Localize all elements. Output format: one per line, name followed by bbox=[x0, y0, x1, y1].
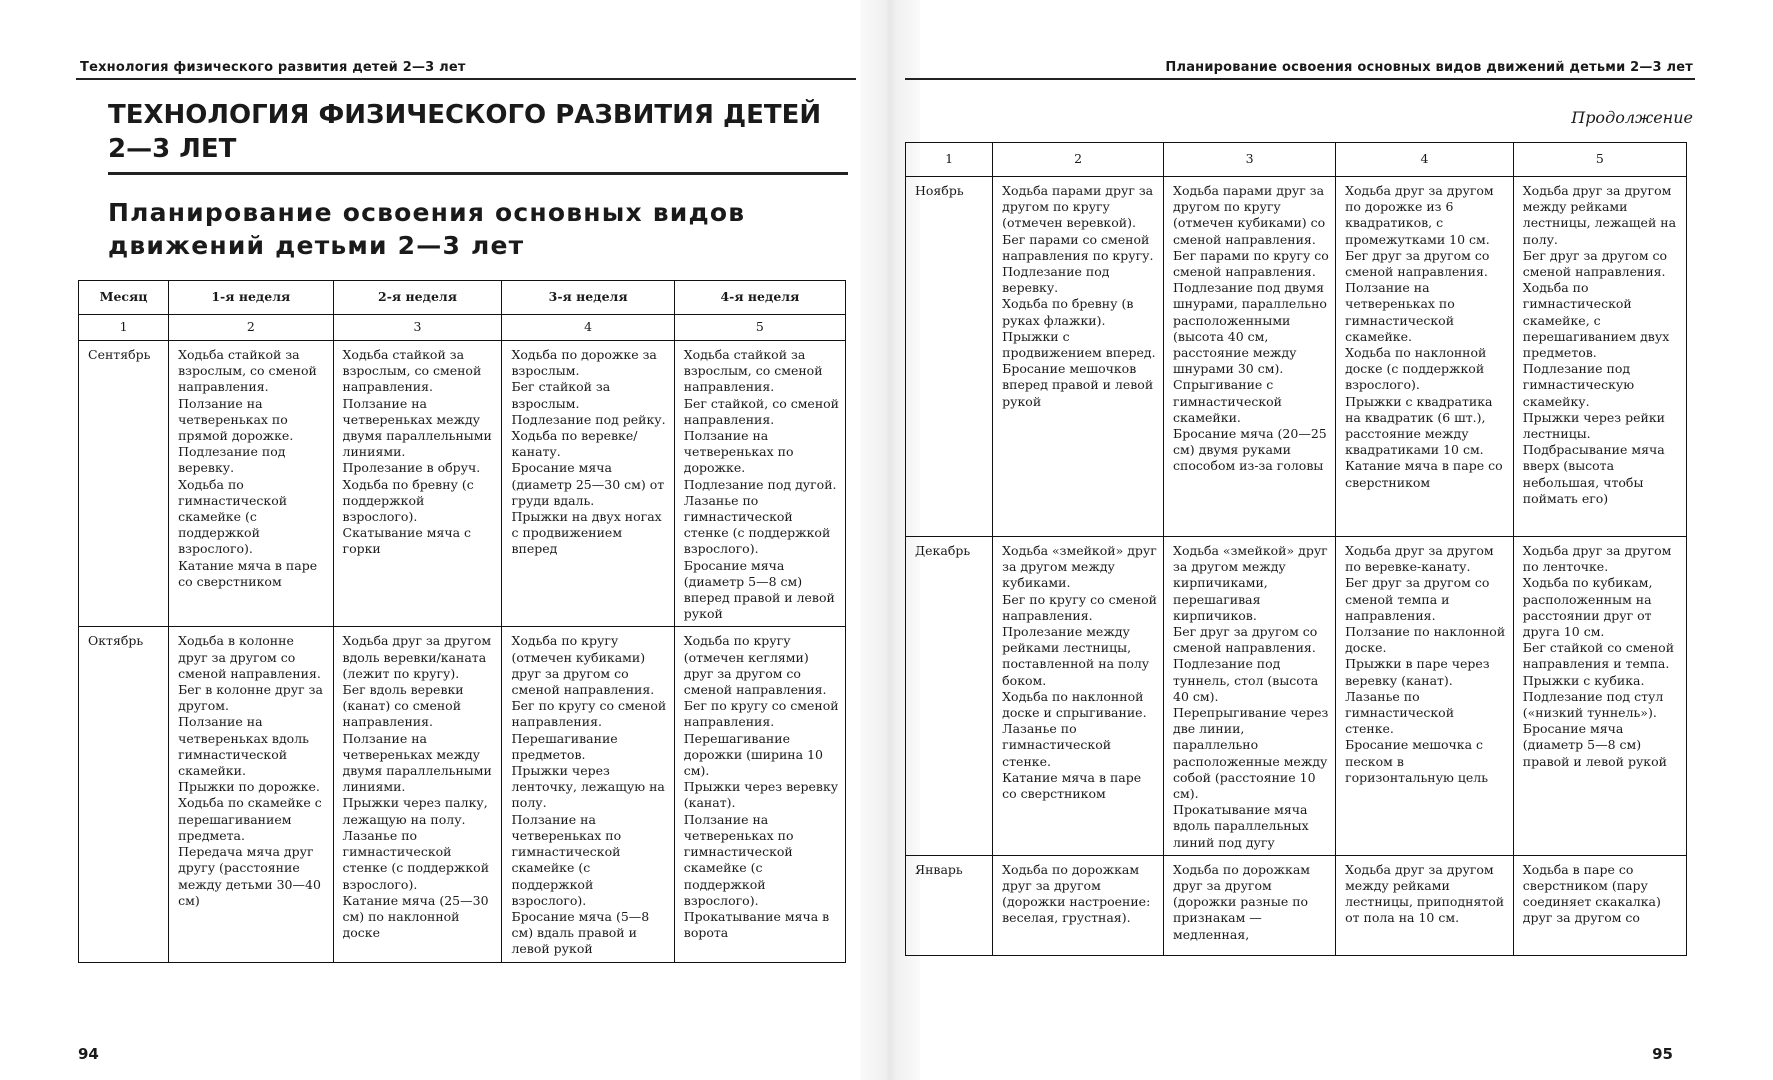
activity-cell bbox=[1513, 855, 1686, 955]
activity-line: Ходьба «змейкой» друг за другом между кирпичиками, перешагивая кирпичиков. bbox=[1173, 543, 1328, 623]
activity-line: Прыжки с кубика. bbox=[1522, 672, 1645, 688]
activity-line: Бег по кругу со сменой направления. bbox=[683, 698, 839, 730]
activity-cell bbox=[169, 341, 333, 627]
running-head-rule bbox=[76, 78, 856, 80]
activity-line: Ползание на четвереньках по гимнастической скамейке (с поддержкой взрослого). bbox=[683, 811, 794, 908]
chapter-title: ТЕХНОЛОГИЯ ФИЗИЧЕСКОГО РАЗВИТИЯ ДЕТЕЙ 2—3 ЛЕТ bbox=[108, 100, 822, 164]
activity-line: Подлезание под веревку. bbox=[178, 444, 286, 476]
section-title: Планирование освоения основных видов движений детьми 2—3 лет bbox=[108, 198, 746, 260]
activity-line: Ползание на четвереньках между двумя параллельными линиями. bbox=[342, 730, 492, 795]
activity-line: Бег стайкой за взрослым. bbox=[511, 379, 611, 411]
activity-line: Катание мяча (25—30 см) по наклонной доске bbox=[342, 892, 489, 941]
activity-line: Бег парами со сменой направления по кругу. bbox=[1002, 231, 1154, 263]
activity-line: Прыжки через ленточку, лежащую на полу. bbox=[511, 763, 665, 811]
activity-line: Ходьба по гимнастической скамейке, с перешагиванием двух предметов. bbox=[1522, 280, 1670, 361]
activity-line: Ходьба по скамейке с перешагиванием предмета. bbox=[178, 795, 322, 843]
activity-line: Прокатывание мяча вдоль параллельных линий под дугу bbox=[1173, 802, 1309, 850]
activity-line: Прокатывание мяча в ворота bbox=[683, 908, 830, 941]
activity-line: Прыжки через палку, лежащую на полу. bbox=[342, 795, 488, 827]
activity-line: Лазанье по гимнастической стенке. bbox=[1345, 688, 1455, 737]
column-number: 1 bbox=[906, 143, 993, 177]
activity-line: Пролезание между рейками лестницы, поставленной на полу боком. bbox=[1002, 624, 1150, 688]
activity-line: Подлезание под туннель, стол (высота 40 см). bbox=[1173, 656, 1319, 704]
activity-line: Перепрыгивание через две линии, параллельно расположенные между собой (расстояние 10 см). bbox=[1173, 705, 1329, 802]
activity-line: Прыжки с продвижением вперед. bbox=[1002, 328, 1156, 361]
column-number: 4 bbox=[1336, 143, 1514, 177]
activity-line: Лазанье по гимнастической стенке. bbox=[1002, 721, 1112, 769]
activity-line: Лазанье по гимнастической стенке (с поддержкой взрослого). bbox=[683, 492, 831, 557]
activity-cell bbox=[1336, 537, 1514, 856]
activity-line: Ходьба в паре со сверстником (пару соединяет скакалка) друг за другом со bbox=[1522, 861, 1661, 926]
activity-line: Ходьба по наклонной доске и спрыгивание. bbox=[1002, 688, 1147, 721]
activity-cell bbox=[1164, 537, 1336, 856]
activity-line: Ходьба друг за другом по ленточке. bbox=[1522, 543, 1672, 575]
table-row-january bbox=[906, 855, 1687, 955]
activity-line: Прыжки в паре через веревку (канат). bbox=[1345, 656, 1490, 688]
right-page bbox=[905, 0, 1773, 1080]
column-number: 2 bbox=[993, 143, 1164, 177]
activity-cell bbox=[993, 537, 1164, 856]
activity-line: Ходьба друг за другом между рейками лестницы, приподнятой от пола на 10 см. bbox=[1345, 861, 1505, 926]
table-header-row bbox=[79, 281, 846, 315]
activity-line: Ползание на четвереньках по прямой дорожке. bbox=[178, 395, 294, 444]
table-number-row bbox=[79, 315, 846, 341]
activity-line: Бег по кругу со сменой направления. bbox=[1002, 591, 1157, 623]
activity-cell bbox=[1164, 177, 1336, 537]
activity-line: Катание мяча в паре со сверстником bbox=[1345, 458, 1503, 490]
activity-line: Ходьба по дорожке за взрослым. bbox=[511, 347, 657, 379]
month-cell: Сентябрь bbox=[79, 341, 169, 627]
month-cell: Январь bbox=[906, 855, 993, 955]
activity-line: Ходьба по наклонной доске (с поддержкой взрослого). bbox=[1345, 345, 1487, 393]
activity-line: Ходьба друг за другом по дорожке из 6 квадратиков, с промежутками 10 см. bbox=[1345, 183, 1494, 247]
activity-line: Бросание мяча (5—8 см) вдаль правой и левой рукой bbox=[511, 908, 650, 957]
activity-line: Катание мяча в паре со сверстником bbox=[1002, 769, 1142, 802]
month-cell: Октябрь bbox=[79, 627, 169, 962]
activity-line: Ходьба по кубикам, расположенным на расстоянии друг от друга 10 см. bbox=[1522, 575, 1653, 640]
month-cell: Ноябрь bbox=[906, 177, 993, 537]
activity-line: Ходьба парами друг за другом по кругу (отмечен веревкой). bbox=[1002, 183, 1154, 231]
activity-line: Ползание на четвереньках вдоль гимнастической скамейки. bbox=[178, 714, 309, 779]
activity-line: Ходьба друг за другом между рейками лестницы, лежащей на полу. bbox=[1522, 183, 1677, 247]
column-number: 2 bbox=[169, 315, 333, 341]
activity-line: Скатывание мяча с горки bbox=[342, 525, 472, 557]
activity-cell bbox=[502, 341, 674, 627]
column-number: 5 bbox=[1513, 143, 1686, 177]
activity-line: Перешагивание предметов. bbox=[511, 730, 618, 762]
activity-line: Бросание мяча (диаметр 25—30 см) от груди вдаль. bbox=[511, 460, 665, 508]
plan-table-right bbox=[905, 142, 1687, 956]
activity-line: Бег вдоль веревки (канат) со сменой направления. bbox=[342, 682, 464, 730]
activity-line: Ходьба по дорожкам друг за другом (дорожки разные по признакам — медленная, bbox=[1173, 861, 1310, 942]
header-week-2: 2-я неделя bbox=[333, 281, 502, 315]
header-month: Месяц bbox=[79, 281, 169, 315]
activity-line: Ползание на четвереньках по гимнастической скамейке (с поддержкой взрослого). bbox=[511, 811, 622, 908]
table-row-september bbox=[79, 341, 846, 627]
activity-line: Бросание мешочка с песком в горизонтальную цель bbox=[1345, 737, 1488, 785]
activity-line: Прыжки по дорожке. bbox=[178, 779, 320, 795]
activity-line: Подлезание под стул («низкий туннель»). bbox=[1522, 688, 1664, 721]
activity-cell bbox=[1164, 855, 1336, 955]
activity-cell bbox=[1336, 177, 1514, 537]
activity-line: Спрыгивание с гимнастической скамейки. bbox=[1173, 377, 1283, 425]
activity-line: Бег по кругу со сменой направления. bbox=[511, 698, 667, 730]
activity-line: Прыжки через веревку (канат). bbox=[683, 779, 839, 811]
chapter-title-rule bbox=[108, 172, 848, 175]
activity-line: Ходьба друг за другом вдоль веревки/каната (лежит по кругу). bbox=[342, 633, 492, 681]
activity-line: Бег друг за другом со сменой направления. bbox=[1522, 247, 1668, 280]
column-number: 1 bbox=[79, 315, 169, 341]
activity-line: Ходьба по веревке/канату. bbox=[511, 428, 638, 460]
activity-line: Ходьба по бревну (с поддержкой взрослого). bbox=[342, 476, 474, 525]
activity-cell bbox=[1336, 855, 1514, 955]
plan-table-left bbox=[78, 280, 846, 963]
activity-line: Ходьба по кругу (отмечен кеглями) друг за другом со сменой направления. bbox=[683, 633, 827, 698]
activity-line: Ходьба парами друг за другом по кругу (отмечен кубиками) со сменой направления. bbox=[1173, 183, 1326, 247]
column-number: 5 bbox=[674, 315, 845, 341]
column-number: 3 bbox=[1164, 143, 1336, 177]
month-cell: Декабрь bbox=[906, 537, 993, 856]
activity-line: Подлезание под веревку. bbox=[1002, 264, 1110, 296]
activity-line: Бег друг за другом со сменой направления. bbox=[1173, 624, 1318, 656]
activity-line: Бег друг за другом со сменой направления. bbox=[1345, 247, 1490, 280]
activity-line: Пролезание в обруч. bbox=[342, 460, 481, 476]
header-week-4: 4-я неделя bbox=[674, 281, 845, 315]
activity-line: Катание мяча в паре со сверстником bbox=[178, 557, 318, 589]
activity-line: Ползание на четвереньках между двумя параллельными линиями. bbox=[342, 395, 492, 460]
table-row-november bbox=[906, 177, 1687, 537]
activity-line: Бег стайкой со сменой направления и темпа. bbox=[1522, 640, 1675, 672]
activity-line: Ходьба по кругу (отмечен кубиками) друг за другом со сменой направления. bbox=[511, 633, 655, 698]
activity-line: Прыжки на двух ногах с продвижением вперед bbox=[511, 509, 662, 557]
activity-line: Прыжки с квадратика на квадратик (6 шт.), расстояние между квадратиками 10 см. bbox=[1345, 393, 1493, 458]
activity-cell bbox=[993, 855, 1164, 955]
activity-line: Ходьба в колонне друг за другом со сменой направления. bbox=[178, 633, 321, 681]
activity-cell bbox=[993, 177, 1164, 537]
page-number: 94 bbox=[78, 1045, 99, 1063]
activity-line: Перешагивание дорожки (ширина 10 см). bbox=[683, 730, 823, 779]
activity-line: Ходьба по бревну (в руках флажки). bbox=[1002, 296, 1134, 328]
activity-line: Бросание мешочков вперед правой и левой рукой bbox=[1002, 361, 1154, 409]
activity-cell bbox=[333, 627, 502, 962]
activity-line: Ходьба по дорожкам друг за другом (дорожки настроение: веселая, грустная). bbox=[1002, 861, 1151, 926]
header-week-1: 1-я неделя bbox=[169, 281, 333, 315]
activity-line: Ползание на четвереньках по гимнастической скамейке. bbox=[1345, 280, 1455, 344]
activity-cell bbox=[1513, 537, 1686, 856]
running-head: Технология физического развития детей 2—3 лет bbox=[80, 60, 466, 75]
header-week-3: 3-я неделя bbox=[502, 281, 674, 315]
page-number: 95 bbox=[1652, 1045, 1673, 1063]
running-head-rule bbox=[905, 78, 1695, 80]
table-row-december bbox=[906, 537, 1687, 856]
activity-cell bbox=[169, 627, 333, 962]
activity-line: Передача мяча друг другу (расстояние между детьми 30—40 см) bbox=[178, 844, 321, 908]
activity-line: Ползание на четвереньках по дорожке. bbox=[683, 428, 794, 476]
column-number: 3 bbox=[333, 315, 502, 341]
activity-line: Подбрасывание мяча вверх (высота небольшая, чтобы поймать его) bbox=[1522, 442, 1665, 506]
activity-line: Подлезание под двумя шнурами, параллельно расположенными (высота 40 см, расстояние между шнурами 30 см). bbox=[1173, 280, 1327, 377]
activity-line: Бег стайкой, со сменой направления. bbox=[683, 395, 840, 427]
activity-cell bbox=[502, 627, 674, 962]
column-number: 4 bbox=[502, 315, 674, 341]
activity-line: Прыжки через рейки лестницы. bbox=[1522, 409, 1665, 442]
activity-line: Ходьба стайкой за взрослым, со сменой направления. bbox=[178, 347, 317, 395]
table-row-october bbox=[79, 627, 846, 962]
activity-line: Ходьба друг за другом по веревке-канату. bbox=[1345, 543, 1494, 575]
activity-cell bbox=[333, 341, 502, 627]
activity-line: Бег в колонне друг за другом. bbox=[178, 682, 323, 714]
activity-line: Подлезание под дугой. bbox=[683, 476, 837, 492]
activity-line: Бросание мяча (диаметр 5—8 см) вперед правой и левой рукой bbox=[683, 557, 835, 622]
activity-line: Лазанье по гимнастической стенке (с поддержкой взрослого). bbox=[342, 827, 490, 892]
left-page bbox=[0, 0, 860, 1080]
activity-cell bbox=[1513, 177, 1686, 537]
activity-line: Ходьба «змейкой» друг за другом между кубиками. bbox=[1002, 543, 1157, 591]
table-number-row bbox=[906, 143, 1687, 177]
activity-line: Бег парами по кругу со сменой направления. bbox=[1173, 247, 1329, 280]
running-head: Планирование освоения основных видов движений детьми 2—3 лет bbox=[1165, 60, 1693, 75]
activity-line: Ходьба стайкой за взрослым, со сменой направления. bbox=[683, 347, 823, 395]
activity-line: Ходьба по гимнастической скамейке (с поддержкой взрослого). bbox=[178, 476, 288, 557]
activity-cell bbox=[674, 341, 845, 627]
activity-line: Бросание мяча (диаметр 5—8 см) правой и левой рукой bbox=[1522, 721, 1667, 769]
activity-line: Бросание мяча (20—25 см) двумя руками способом из-за головы bbox=[1173, 426, 1327, 474]
continuation-label: Продолжение bbox=[1571, 108, 1693, 127]
activity-line: Бег друг за другом со сменой темпа и направления. bbox=[1345, 575, 1490, 623]
activity-line: Подлезание под гимнастическую скамейку. bbox=[1522, 361, 1635, 409]
activity-cell bbox=[674, 627, 845, 962]
activity-line: Подлезание под рейку. bbox=[511, 411, 666, 427]
activity-line: Ползание по наклонной доске. bbox=[1345, 624, 1506, 656]
activity-line: Ходьба стайкой за взрослым, со сменой направления. bbox=[342, 347, 482, 395]
